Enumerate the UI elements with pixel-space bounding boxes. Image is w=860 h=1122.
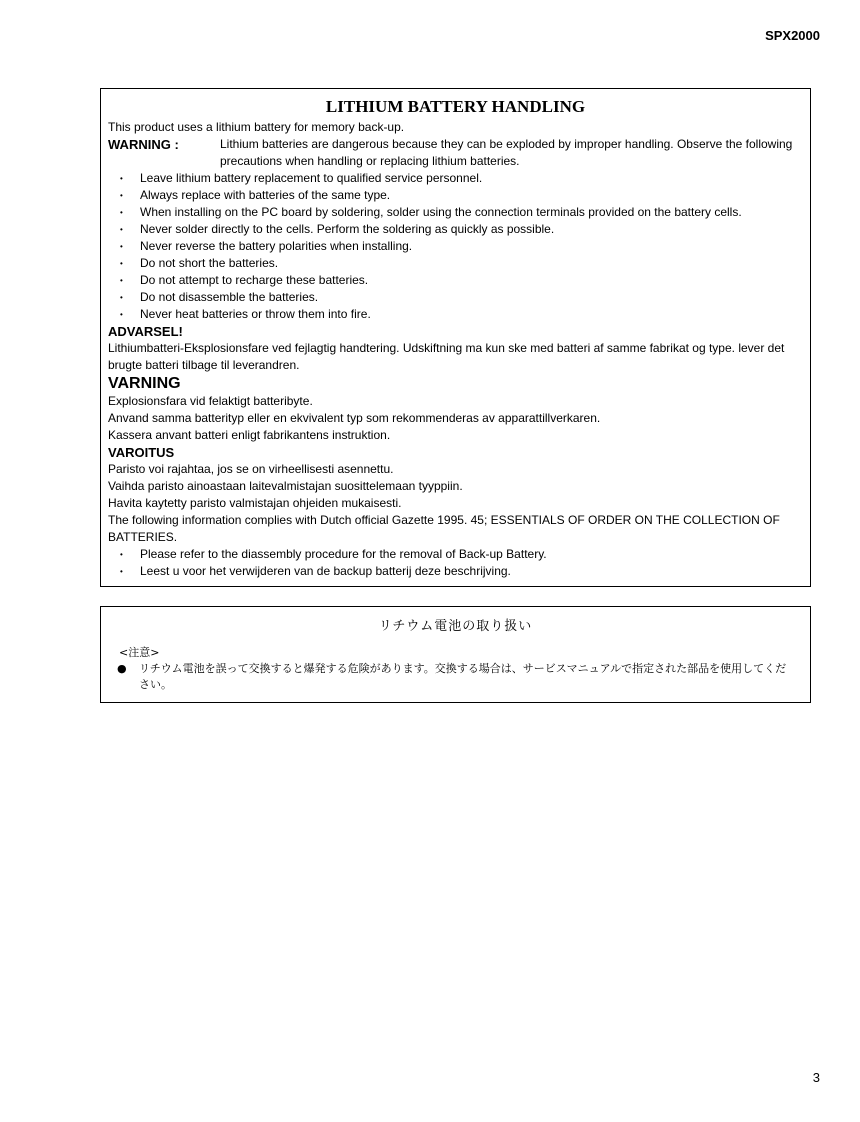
list-item: • Leave lithium battery replacement to qualified service personnel.	[108, 170, 803, 187]
dutch-list	[108, 546, 803, 580]
finnish-line: Paristo voi rajahtaa, jos se on virheellisesti asennettu.	[108, 462, 394, 476]
page-number: 3	[812, 1070, 820, 1085]
warning-block	[108, 136, 803, 170]
danish-text: Lithiumbatteri-Eksplosionsfare ved fejlagtig handtering. Udskiftning ma kun ske med batteri af samme fabrikat og type. lever det brugte batteri tilbage til leverandren.	[108, 341, 785, 372]
lithium-battery-notice-jp	[100, 606, 811, 703]
intro-text: This product uses a lithium battery for memory back-up.	[108, 120, 405, 134]
list-item: • Never solder directly to the cells. Perform the soldering as quickly as possible.	[108, 221, 803, 238]
warning-label: WARNING :	[108, 137, 179, 152]
jp-warning-text: リチウム電池を誤って交換すると爆発する危険があります。交換する場合は、サービスマニュアルで指定された部品を使用してください。	[139, 662, 787, 691]
list-item: • Do not short the batteries.	[108, 255, 803, 272]
finnish-line: Havita kaytetty paristo valmistajan ohjeiden mukaisesti.	[108, 496, 402, 510]
list-item: • Never heat batteries or throw them into fire.	[108, 306, 803, 323]
danish-heading: ADVARSEL!	[108, 324, 183, 339]
list-item: • Always replace with batteries of the same type.	[108, 187, 803, 204]
list-item: • Never reverse the battery polarities when installing.	[108, 238, 803, 255]
precaution-list	[108, 170, 803, 323]
lithium-battery-notice-en	[100, 88, 811, 587]
jp-notice-title: リチウム電池の取り扱い	[378, 619, 533, 634]
jp-note-label: <注意>	[119, 646, 160, 659]
finnish-line: Vaihda paristo ainoastaan laitevalmistajan suosittelemaan tyyppiin.	[108, 479, 463, 493]
finnish-heading: VAROITUS	[108, 445, 175, 460]
bullet-icon: ●	[117, 662, 127, 675]
list-item: • Please refer to the diassembly procedure for the removal of Back-up Battery.	[108, 546, 803, 563]
list-item: • When installing on the PC board by soldering, solder using the connection terminals provided on the battery cells.	[108, 204, 803, 221]
notice-title: LITHIUM BATTERY HANDLING	[325, 97, 586, 116]
list-item: • Do not attempt to recharge these batteries.	[108, 272, 803, 289]
dutch-text: The following information complies with Dutch official Gazette 1995. 45; ESSENTIALS OF ORDER ON THE COLLECTION OF BATTERIES.	[108, 513, 780, 544]
swedish-line: Kassera anvant batteri enligt fabrikantens instruktion.	[108, 428, 391, 442]
swedish-line: Explosionsfara vid felaktigt batteribyte.	[108, 394, 313, 408]
model-number: SPX2000	[765, 28, 820, 43]
warning-text: Lithium batteries are dangerous because they can be exploded by improper handling. Observe the following precautions when handling or replacing lithium batteries.	[220, 137, 793, 168]
list-item: • Leest u voor het verwijderen van de backup batterij deze beschrijving.	[108, 563, 803, 580]
list-item: • Do not disassemble the batteries.	[108, 289, 803, 306]
swedish-heading: VARNING	[108, 375, 181, 392]
swedish-line: Anvand samma batterityp eller en ekvivalent typ som rekommenderas av apparattillverkaren.	[108, 411, 601, 425]
jp-warning-item	[115, 661, 796, 693]
